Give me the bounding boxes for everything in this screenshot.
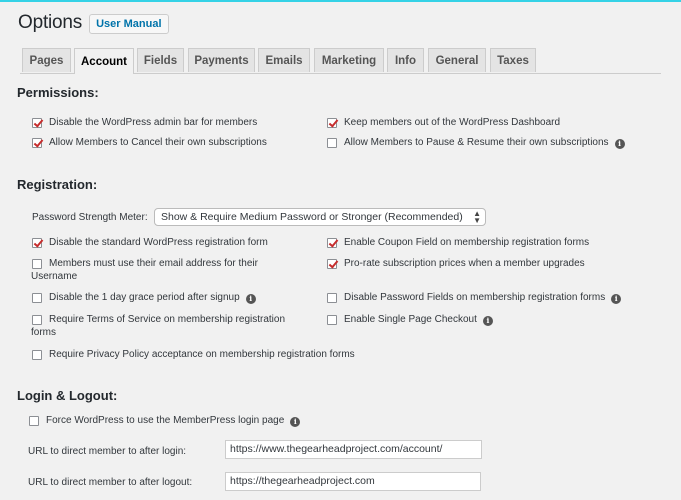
registration-heading: Registration:: [17, 177, 98, 192]
option-label-continued: Username: [31, 271, 78, 282]
option-label: Disable the WordPress admin bar for members: [49, 117, 258, 128]
logout-url-label: URL to direct member to after logout:: [28, 477, 193, 488]
option-label: [46, 415, 300, 428]
perm-allow-cancel: [32, 137, 267, 150]
option-label: Require Privacy Policy acceptance on membership registration forms: [49, 349, 355, 360]
checkbox[interactable]: [327, 259, 337, 269]
tab-payments[interactable]: Payments: [188, 48, 255, 72]
option-label: Allow Members to Cancel their own subscriptions: [49, 137, 267, 148]
checkbox[interactable]: [327, 118, 337, 128]
tab-fields[interactable]: Fields: [137, 48, 184, 72]
tab-general[interactable]: General: [428, 48, 486, 72]
top-accent-line: [0, 0, 681, 2]
tab-account[interactable]: Account: [74, 48, 134, 74]
option-label: [344, 137, 625, 150]
option-label-text: Disable the 1 day grace period after signup: [49, 292, 240, 303]
checkbox[interactable]: [327, 238, 337, 248]
option-label: Disable the standard WordPress registration form: [49, 237, 268, 248]
reg-disable-wp-registration: [32, 237, 268, 250]
options-tabs: [20, 48, 661, 74]
reg-require-tos: [32, 314, 285, 327]
login-url-label: URL to direct member to after login:: [28, 446, 187, 457]
checkbox[interactable]: [32, 350, 42, 360]
login-url-input[interactable]: https://www.thegearheadproject.com/account/: [225, 440, 482, 459]
option-label: [49, 292, 256, 305]
info-icon[interactable]: i: [290, 417, 300, 427]
checkbox[interactable]: [32, 259, 42, 269]
checkbox[interactable]: [32, 315, 42, 325]
user-manual-button[interactable]: User Manual: [89, 14, 168, 34]
checkbox[interactable]: [327, 315, 337, 325]
info-icon[interactable]: i: [483, 316, 493, 326]
option-label-text: Force WordPress to use the MemberPress login page: [46, 415, 285, 426]
checkbox[interactable]: [327, 138, 337, 148]
reg-disable-grace-period: [32, 292, 256, 305]
option-label-text: Disable Password Fields on membership registration forms: [344, 292, 606, 303]
reg-enable-coupon: [327, 237, 589, 250]
logout-url-input[interactable]: https://thegearheadproject.com: [225, 472, 481, 491]
option-label: [344, 314, 493, 327]
password-meter-select[interactable]: [154, 208, 486, 226]
checkbox[interactable]: [327, 293, 337, 303]
option-label-text: Enable Single Page Checkout: [344, 314, 477, 325]
password-meter-label: Password Strength Meter:: [32, 212, 148, 223]
checkbox[interactable]: [32, 138, 42, 148]
permissions-heading: Permissions:: [17, 85, 99, 100]
password-meter-value: Show & Require Medium Password or Stronger (Recommended): [161, 211, 463, 223]
perm-allow-pause-resume: [327, 137, 625, 150]
reg-disable-password-fields: [327, 292, 621, 305]
perm-disable-admin-bar: [32, 117, 257, 130]
reg-single-page-checkout: [327, 314, 493, 327]
page-header: [18, 12, 169, 34]
option-label: Enable Coupon Field on membership registration forms: [344, 237, 590, 248]
tab-marketing[interactable]: Marketing: [314, 48, 384, 72]
option-label: Require Terms of Service on membership registration: [49, 314, 286, 325]
info-icon[interactable]: i: [611, 294, 621, 304]
info-icon[interactable]: i: [246, 294, 256, 304]
reg-email-username: [32, 258, 258, 271]
info-icon[interactable]: i: [615, 139, 625, 149]
select-arrows-icon: ▲ ▼: [473, 209, 481, 225]
tab-pages[interactable]: Pages: [22, 48, 71, 72]
option-label: Pro-rate subscription prices when a member upgrades: [344, 258, 585, 269]
perm-keep-out-dashboard: [327, 117, 560, 130]
checkbox[interactable]: [29, 416, 39, 426]
tab-info[interactable]: Info: [387, 48, 424, 72]
option-label: [344, 292, 621, 305]
checkbox[interactable]: [32, 238, 42, 248]
checkbox[interactable]: [32, 293, 42, 303]
login-logout-heading: Login & Logout:: [17, 388, 118, 403]
tab-taxes[interactable]: Taxes: [490, 48, 536, 72]
option-label-continued: forms: [31, 327, 56, 338]
option-label: Members must use their email address for their: [49, 258, 258, 269]
tab-emails[interactable]: Emails: [258, 48, 310, 72]
reg-require-privacy-policy: [32, 349, 355, 362]
option-label: Keep members out of the WordPress Dashboard: [344, 117, 561, 128]
option-label-text: Allow Members to Pause & Resume their own subscriptions: [344, 137, 609, 148]
login-force-memberpress: [29, 415, 300, 428]
page-title: Options: [18, 12, 83, 33]
reg-prorate: [327, 258, 585, 271]
checkbox[interactable]: [32, 118, 42, 128]
